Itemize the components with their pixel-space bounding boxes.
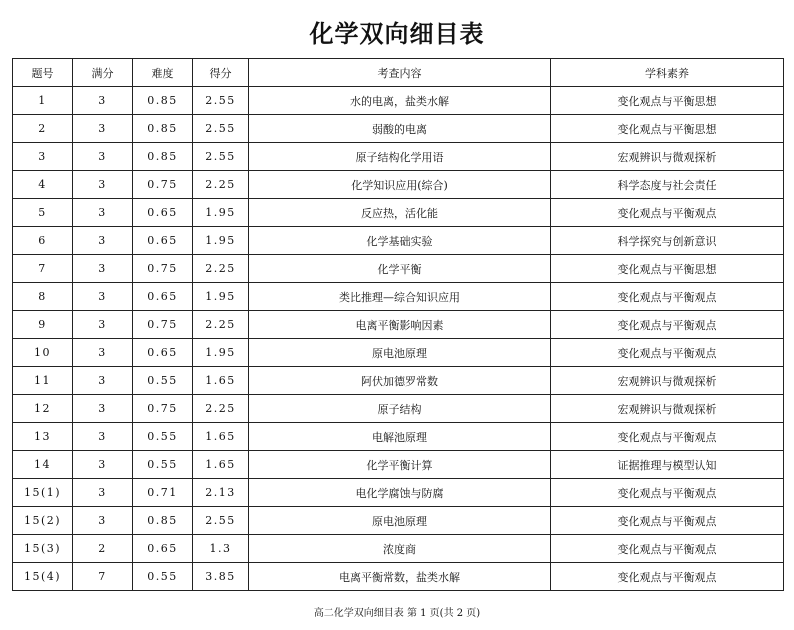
cell-full-score: 3 — [73, 507, 133, 535]
cell-score: 1.95 — [193, 227, 249, 255]
table-header-row — [13, 59, 784, 87]
cell-difficulty: 0.75 — [133, 171, 193, 199]
table-row — [13, 367, 784, 395]
cell-question-no: 15(4) — [13, 563, 73, 591]
cell-literacy: 变化观点与平衡观点 — [551, 423, 784, 451]
cell-score: 1.95 — [193, 339, 249, 367]
cell-question-no: 13 — [13, 423, 73, 451]
cell-full-score: 3 — [73, 339, 133, 367]
header-score: 得分 — [193, 59, 249, 87]
cell-full-score: 7 — [73, 563, 133, 591]
cell-difficulty: 0.65 — [133, 199, 193, 227]
table-row — [13, 87, 784, 115]
cell-content: 电离平衡影响因素 — [249, 311, 551, 339]
cell-question-no: 14 — [13, 451, 73, 479]
cell-literacy: 变化观点与平衡观点 — [551, 535, 784, 563]
cell-content: 原电池原理 — [249, 507, 551, 535]
cell-score: 2.13 — [193, 479, 249, 507]
cell-full-score: 3 — [73, 87, 133, 115]
cell-full-score: 3 — [73, 143, 133, 171]
cell-question-no: 15(1) — [13, 479, 73, 507]
page-footer: 高二化学双向细目表 第 1 页(共 2 页) — [313, 608, 481, 619]
header-full-score: 满分 — [73, 59, 133, 87]
cell-score: 1.65 — [193, 367, 249, 395]
cell-full-score: 3 — [73, 171, 133, 199]
cell-content: 反应热，活化能 — [249, 199, 551, 227]
cell-difficulty: 0.55 — [133, 367, 193, 395]
cell-question-no: 1 — [13, 87, 73, 115]
cell-score: 2.55 — [193, 507, 249, 535]
header-literacy: 学科素养 — [551, 59, 784, 87]
cell-content: 浓度商 — [249, 535, 551, 563]
table-row — [13, 507, 784, 535]
cell-score: 1.3 — [193, 535, 249, 563]
cell-difficulty: 0.75 — [133, 311, 193, 339]
cell-full-score: 3 — [73, 199, 133, 227]
table-row — [13, 423, 784, 451]
cell-difficulty: 0.85 — [133, 115, 193, 143]
cell-content: 电化学腐蚀与防腐 — [249, 479, 551, 507]
cell-question-no: 5 — [13, 199, 73, 227]
table-row — [13, 115, 784, 143]
table-row — [13, 395, 784, 423]
cell-literacy: 变化观点与平衡观点 — [551, 479, 784, 507]
cell-literacy: 证据推理与模型认知 — [551, 451, 784, 479]
table-row — [13, 311, 784, 339]
table-row — [13, 171, 784, 199]
cell-score: 2.25 — [193, 255, 249, 283]
cell-score: 2.55 — [193, 143, 249, 171]
cell-difficulty: 0.85 — [133, 143, 193, 171]
cell-question-no: 3 — [13, 143, 73, 171]
cell-score: 1.65 — [193, 423, 249, 451]
cell-question-no: 12 — [13, 395, 73, 423]
table-row — [13, 283, 784, 311]
cell-content: 原子结构 — [249, 395, 551, 423]
cell-score: 1.65 — [193, 451, 249, 479]
cell-difficulty: 0.65 — [133, 283, 193, 311]
cell-content: 化学平衡计算 — [249, 451, 551, 479]
table-row — [13, 255, 784, 283]
cell-question-no: 11 — [13, 367, 73, 395]
cell-score: 2.25 — [193, 311, 249, 339]
page-title: 化学双向细目表 — [309, 20, 485, 48]
cell-full-score: 3 — [73, 227, 133, 255]
cell-score: 2.55 — [193, 87, 249, 115]
cell-question-no: 10 — [13, 339, 73, 367]
cell-literacy: 变化观点与平衡观点 — [551, 199, 784, 227]
table-row — [13, 227, 784, 255]
cell-score: 2.25 — [193, 395, 249, 423]
cell-score: 2.55 — [193, 115, 249, 143]
cell-difficulty: 0.65 — [133, 339, 193, 367]
cell-difficulty: 0.55 — [133, 423, 193, 451]
cell-literacy: 宏观辨识与微观探析 — [551, 143, 784, 171]
cell-question-no: 6 — [13, 227, 73, 255]
cell-question-no: 7 — [13, 255, 73, 283]
cell-content: 化学知识应用(综合) — [249, 171, 551, 199]
cell-difficulty: 0.75 — [133, 395, 193, 423]
header-content: 考查内容 — [249, 59, 551, 87]
table-row — [13, 451, 784, 479]
table-row — [13, 535, 784, 563]
cell-score: 1.95 — [193, 199, 249, 227]
cell-content: 化学基础实验 — [249, 227, 551, 255]
table-row — [13, 143, 784, 171]
cell-difficulty: 0.55 — [133, 451, 193, 479]
cell-difficulty: 0.55 — [133, 563, 193, 591]
cell-question-no: 15(2) — [13, 507, 73, 535]
cell-content: 电离平衡常数，盐类水解 — [249, 563, 551, 591]
cell-literacy: 科学态度与社会责任 — [551, 171, 784, 199]
cell-literacy: 变化观点与平衡观点 — [551, 339, 784, 367]
cell-literacy: 宏观辨识与微观探析 — [551, 367, 784, 395]
cell-full-score: 3 — [73, 479, 133, 507]
cell-full-score: 2 — [73, 535, 133, 563]
cell-full-score: 3 — [73, 283, 133, 311]
header-difficulty: 难度 — [133, 59, 193, 87]
cell-full-score: 3 — [73, 395, 133, 423]
cell-literacy: 科学探究与创新意识 — [551, 227, 784, 255]
cell-full-score: 3 — [73, 367, 133, 395]
cell-literacy: 变化观点与平衡观点 — [551, 283, 784, 311]
cell-question-no: 2 — [13, 115, 73, 143]
cell-content: 原子结构化学用语 — [249, 143, 551, 171]
table-row — [13, 479, 784, 507]
cell-literacy: 变化观点与平衡观点 — [551, 507, 784, 535]
cell-score: 2.25 — [193, 171, 249, 199]
cell-question-no: 4 — [13, 171, 73, 199]
cell-question-no: 9 — [13, 311, 73, 339]
cell-full-score: 3 — [73, 311, 133, 339]
cell-full-score: 3 — [73, 451, 133, 479]
cell-score: 1.95 — [193, 283, 249, 311]
cell-difficulty: 0.65 — [133, 227, 193, 255]
cell-literacy: 变化观点与平衡观点 — [551, 563, 784, 591]
cell-full-score: 3 — [73, 423, 133, 451]
cell-question-no: 8 — [13, 283, 73, 311]
table-row — [13, 339, 784, 367]
cell-literacy: 宏观辨识与微观探析 — [551, 395, 784, 423]
table-row — [13, 199, 784, 227]
cell-difficulty: 0.85 — [133, 87, 193, 115]
cell-score: 3.85 — [193, 563, 249, 591]
cell-content: 化学平衡 — [249, 255, 551, 283]
cell-content: 阿伏加德罗常数 — [249, 367, 551, 395]
cell-literacy: 变化观点与平衡思想 — [551, 115, 784, 143]
cell-literacy: 变化观点与平衡观点 — [551, 311, 784, 339]
cell-content: 类比推理—综合知识应用 — [249, 283, 551, 311]
cell-full-score: 3 — [73, 115, 133, 143]
cell-difficulty: 0.75 — [133, 255, 193, 283]
cell-literacy: 变化观点与平衡思想 — [551, 255, 784, 283]
header-question-no: 题号 — [13, 59, 73, 87]
cell-difficulty: 0.71 — [133, 479, 193, 507]
cell-content: 水的电离，盐类水解 — [249, 87, 551, 115]
cell-content: 弱酸的电离 — [249, 115, 551, 143]
table-row — [13, 563, 784, 591]
cell-literacy: 变化观点与平衡思想 — [551, 87, 784, 115]
cell-content: 原电池原理 — [249, 339, 551, 367]
cell-difficulty: 0.65 — [133, 535, 193, 563]
cell-difficulty: 0.85 — [133, 507, 193, 535]
cell-full-score: 3 — [73, 255, 133, 283]
cell-question-no: 15(3) — [13, 535, 73, 563]
cell-content: 电解池原理 — [249, 423, 551, 451]
spec-table — [12, 58, 784, 591]
